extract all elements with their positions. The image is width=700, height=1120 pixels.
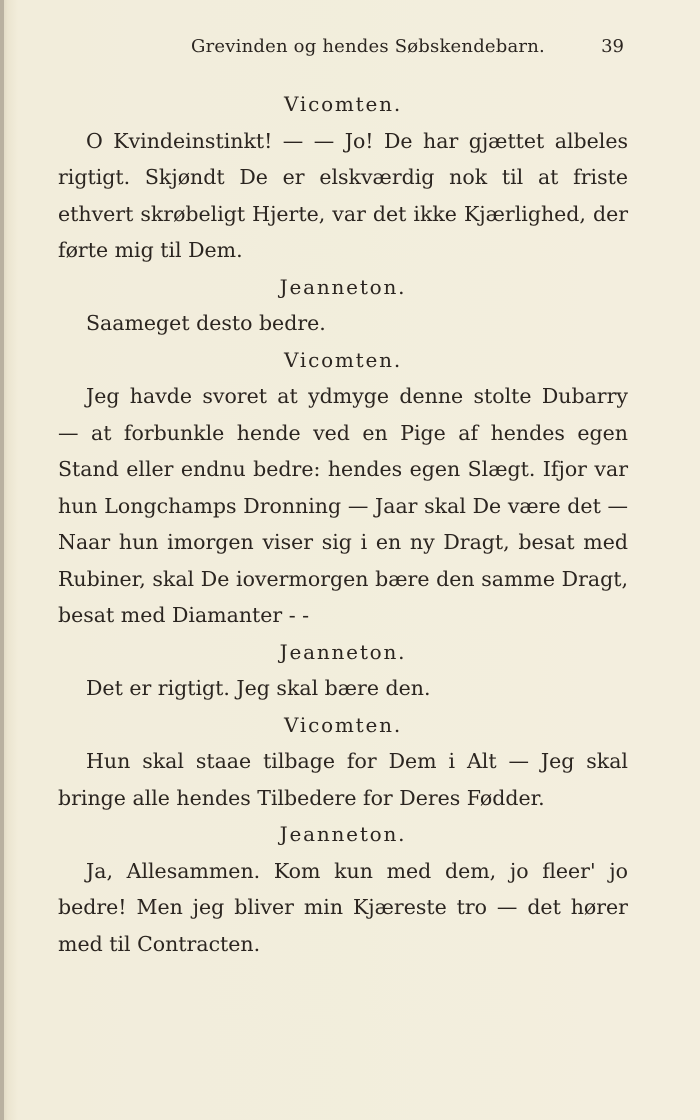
speaker-name: Jeanneton.	[279, 822, 407, 846]
page-gutter-edge	[0, 0, 4, 1120]
speaker-name: Jeanneton.	[279, 274, 407, 299]
running-title: Grevinden og hendes Søbskendebarn.	[191, 36, 545, 57]
page-number: 39	[601, 36, 624, 57]
speech-paragraph: Det er rigtigt. Jeg skal bære den.	[86, 676, 431, 700]
speaker-name: Jeanneton.	[279, 639, 407, 664]
speech-paragraph: O Kvindeinstinkt! — — Jo! De har gjættet albeles rigtigt. Skjøndt De er elskværdig nok til at friste ethvert skrøbeligt Hjerte, var det ikke Kjærlighed, der førte mig til Dem.	[58, 128, 628, 262]
speech-paragraph: Ja, Allesammen. Kom kun med dem, jo fleer' jo bedre! Men jeg bliver min Kjæreste tro — det hører med til Contracten.	[58, 858, 628, 956]
speaker-name: Vicomten.	[283, 92, 402, 116]
dialogue-text	[58, 86, 628, 962]
speech-paragraph: Jeg havde svoret at ydmyge denne stolte Dubarry — at forbunkle hende ved en Pige af hendes egen Stand eller endnu bedre: hendes egen Slægt. Ifjor var hun Longchamps Dronning — Jaar skal De være det — Naar hun imorgen viser sig i en ny Dragt, besat med Rubiner, skal De iovermorgen bære den samme Dragt, besat med Diamanter - -	[58, 384, 628, 627]
running-head	[0, 34, 700, 64]
speaker-name: Vicomten.	[283, 347, 402, 372]
speech-paragraph: Saameget desto bedre.	[86, 311, 326, 335]
speech-paragraph: Hun skal staae tilbage for Dem i Alt — Jeg skal bringe alle hendes Tilbedere for Deres Fødder.	[58, 749, 628, 810]
speaker-name: Vicomten.	[283, 712, 402, 737]
